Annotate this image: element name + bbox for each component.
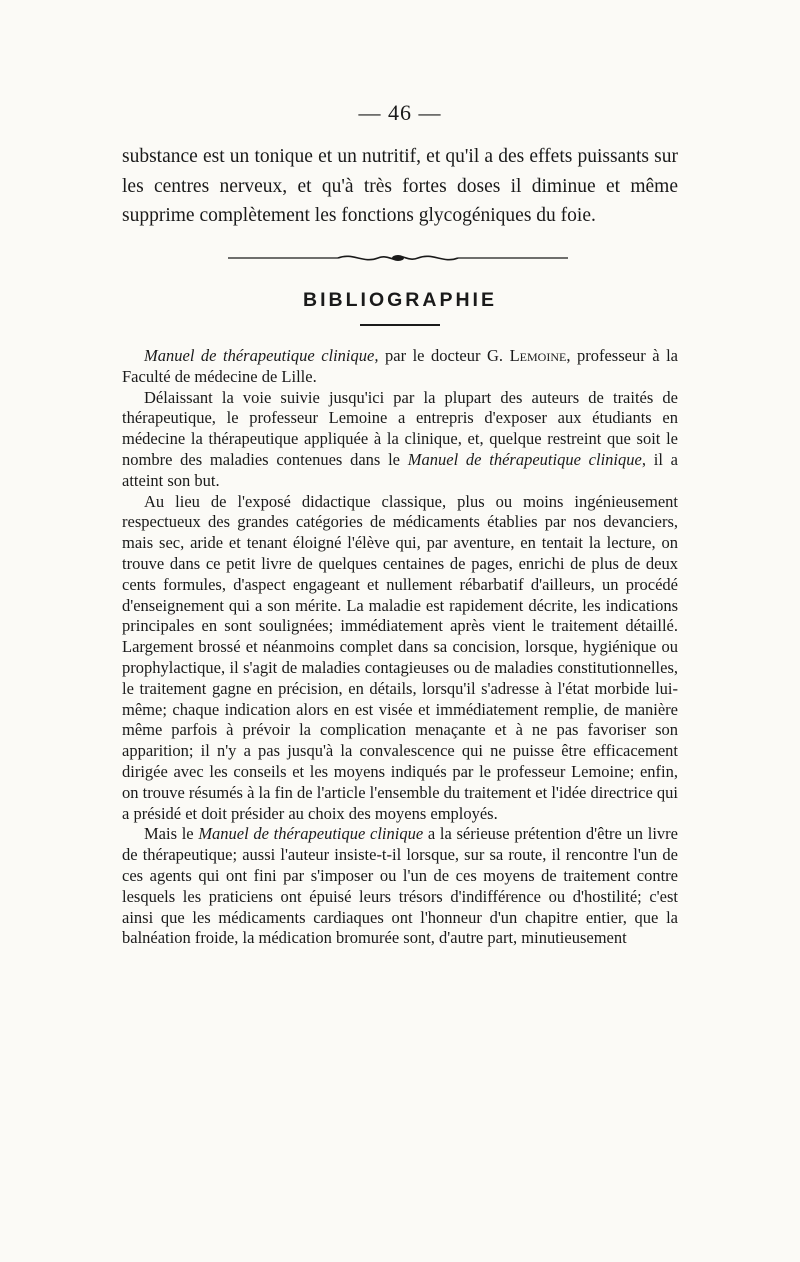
- author-name: Lemoine: [509, 346, 567, 365]
- page-number: — 46 —: [358, 100, 442, 125]
- review-paragraph: Au lieu de l'exposé didactique classique, plus ou moins ingénieusement respectueux des grandes catégories de médicaments établies par nos devanciers, mais sec, aride et tenant éloigné l'élève qui, par aventure, en tentait la lecture, on trouve dans ce petit livre de quelques centaines de pages, enrichi de plus de deux cents formules, d'aspect engageant et nullement rébarbatif d'ailleurs, un procédé d'enseignement qui a son mérite. La maladie est rapidement décrite, les indications principales en sont soulignées; immédiatement après vient le traitement détaillé. Largement brossé et néanmoins complet dans sa concision, lorsque, hygiénique ou prophylactique, il s'agit de maladies contagieuses ou de maladies constitutionnelles, le traitement gagne en précision, en détails, lorsqu'il s'adresse à l'état morbide lui-même; chaque indication alors en est visée et immédiatement remplie, de manière même parfois à prévoir la complication menaçante et à ne pas favoriser son apparition; il n'y a pas jusqu'à la convalescence qui ne puisse être efficacement dirigée avec les conseils et les moyens indiqués par le professeur Lemoine; enfin, on trouve résumés à la fin de l'article l'ensemble du traitement et l'idée directrice qui a présidé et doit présider au choix des moyens employés.: [122, 491, 678, 823]
- book-title: Manuel de thérapeutique clinique: [407, 449, 642, 469]
- review-paragraph: [122, 346, 678, 388]
- text-run: Délaissant la voie suivie jusqu'ici par la plupart des auteurs de traités de thérapeutique, le professeur Lemoine a entrepris d'exposer aux étudiants en médecine la thérapeutique appliquée à la clinique, et, quelque restreint que soit le nombre des maladies contenues dans le: [122, 387, 678, 469]
- text-run: par le docteur G.: [378, 346, 510, 365]
- review-paragraph: [122, 388, 678, 492]
- text-run: , il a atteint son but.: [122, 449, 678, 490]
- section-heading: BIBLIOGRAPHIE: [303, 289, 497, 311]
- text-run: a la sérieuse prétention d'être un livre de thérapeutique; aussi l'auteur insiste-t-il lorsque, sur sa route, il rencontre l'un de ces agents qui ont fini par s'imposer ou l'un de ces moyens de traitement contre lesquels les praticiens ont épuisé leurs trésors d'indifférence ou d'hostilité; c'est ainsi que les médicaments cardiaques ont l'honneur d'un chapitre entier, que la balnéation froide, la médication bromurée sont, d'autre part, minutieusement: [122, 824, 678, 948]
- book-title: Manuel de thérapeutique clinique: [198, 824, 424, 844]
- text-run: , professeur à la Faculté de médecine de Lille.: [122, 346, 678, 386]
- review-text: [122, 346, 678, 949]
- ornamental-divider: [228, 250, 568, 266]
- heading-underline: [360, 324, 440, 326]
- continued-paragraph: substance est un tonique et un nutritif, et qu'il a des effets puissants sur les centres nerveux, et qu'à très fortes doses il diminue et même supprime complètement les fonctions glycogéniques du foie.: [122, 146, 678, 226]
- review-paragraph: [122, 824, 678, 949]
- text-run: Mais le: [144, 824, 199, 844]
- book-title: Manuel de thérapeutique clinique,: [144, 346, 379, 365]
